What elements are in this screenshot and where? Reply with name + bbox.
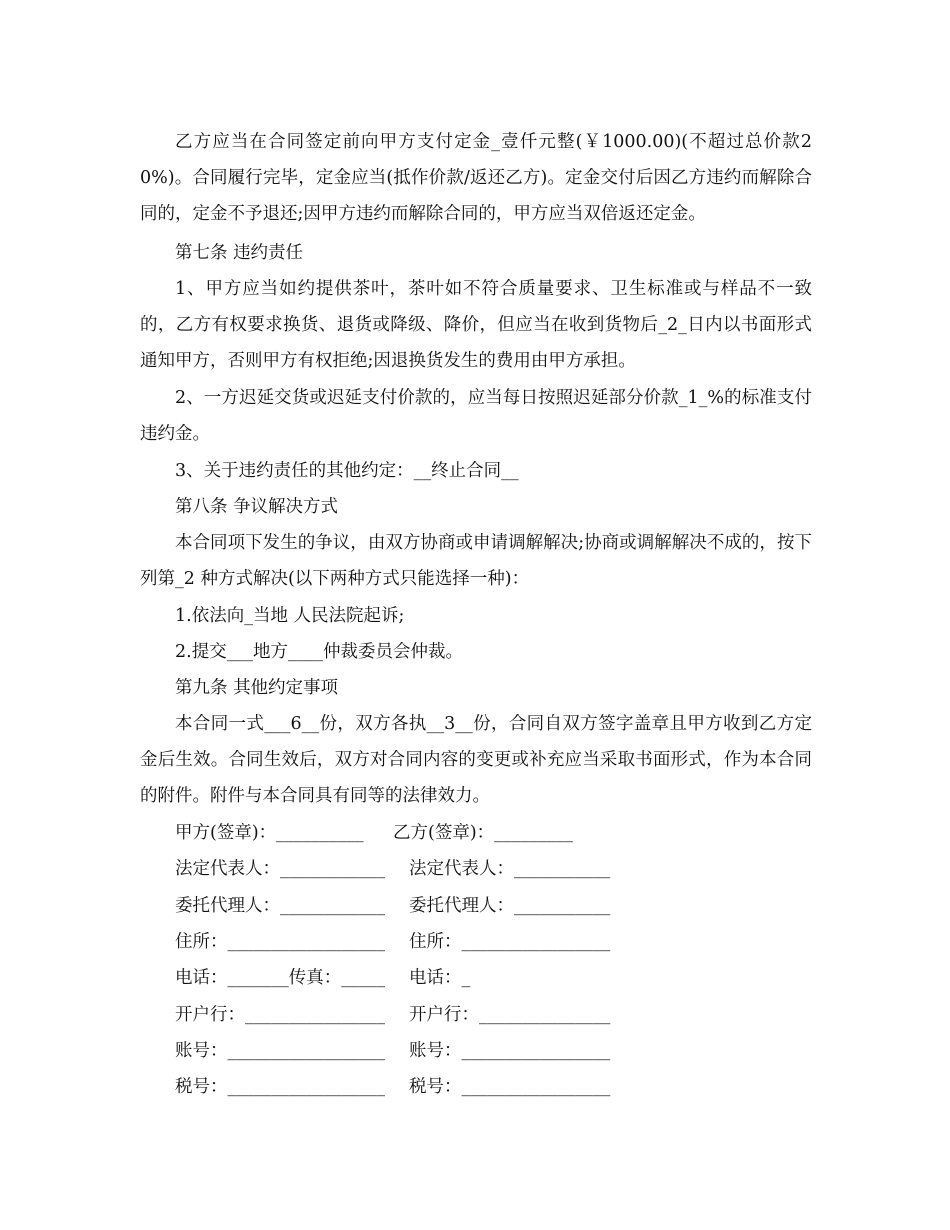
- party-b-account-field: 账号：_________________: [409, 1041, 611, 1061]
- article7-item2: 2、一方迟延交货或迟延支付价款的，应当每日按照迟延部分价款_1_%的标准支付违约金。: [140, 388, 812, 444]
- signature-row-seal: [175, 815, 573, 851]
- article8-option1: 1.依法向_当地 人民法院起诉;: [175, 606, 405, 626]
- article9-title: 第九条 其他约定事项: [175, 678, 339, 698]
- party-a-account-field: 账号：__________________: [175, 1041, 385, 1061]
- party-b-bank-field: 开户行：_______________: [409, 1005, 611, 1025]
- signature-row-bank: [175, 997, 611, 1033]
- party-a-agent-field: 委托代理人：____________: [175, 896, 385, 916]
- article7-title: 第七条 违约责任: [175, 243, 304, 263]
- article8-body: 本合同项下发生的争议，由双方协商或申请调解解决;协商或调解解决不成的，按下列第_2 种方式解决(以下两种方式只能选择一种)：: [140, 533, 812, 589]
- article9-body: 本合同一式___6__份，双方各执__3__份，合同自双方签字盖章且甲方收到乙方定金后生效。合同生效后，双方对合同内容的变更或补充应当采取书面形式，作为本合同的附件。附件与本合同具有同等的法律效力。: [140, 714, 812, 806]
- article7-item3: 3、关于违约责任的其他约定：__终止合同__: [175, 461, 519, 481]
- deposit-paragraph: 乙方应当在合同签定前向甲方支付定金_壹仟元整(￥1000.00)(不超过总价款20%)。合同履行完毕，定金应当(抵作价款/返还乙方)。定金交付后因乙方违约而解除合同的，定金不予退还;因甲方违约而解除合同的，甲方应当双倍返还定金。: [140, 132, 812, 224]
- party-a-address-field: 住所：__________________: [175, 932, 385, 952]
- party-b-seal-field: 乙方(签章)：_________: [393, 823, 573, 843]
- article8-option2: 2.提交___地方____仲裁委员会仲裁。: [175, 642, 463, 662]
- party-b-agent-field: 委托代理人：___________: [409, 896, 611, 916]
- party-b-phone-field: 电话：_: [409, 968, 471, 988]
- article7-item1: 1、甲方应当如约提供茶叶，茶叶如不符合质量要求、卫生标准或与样品不一致的，乙方有权要求换货、退货或降级、降价，但应当在收到货物后_2_日内以书面形式通知甲方，否则甲方有权拒绝;因退换货发生的费用由甲方承担。: [140, 279, 812, 371]
- party-a-phone-fax-field: 电话：_______传真：_____: [175, 968, 385, 988]
- signature-row-tax: [175, 1069, 611, 1105]
- signature-row-account: [175, 1033, 611, 1069]
- party-b-address-field: 住所：_________________: [409, 932, 611, 952]
- party-b-legal-rep-field: 法定代表人：___________: [409, 859, 611, 879]
- party-a-seal-field: 甲方(签章)：__________: [175, 823, 364, 843]
- party-a-tax-field: 税号：__________________: [175, 1077, 385, 1097]
- signature-row-agent: [175, 888, 611, 924]
- signature-row-phone: [175, 960, 471, 996]
- article8-title: 第八条 争议解决方式: [175, 497, 339, 517]
- party-a-legal-rep-field: 法定代表人：____________: [175, 859, 385, 879]
- signature-row-address: [175, 924, 611, 960]
- party-b-tax-field: 税号：_________________: [409, 1077, 611, 1097]
- signature-row-legal-rep: [175, 851, 611, 887]
- party-a-bank-field: 开户行：________________: [175, 1005, 385, 1025]
